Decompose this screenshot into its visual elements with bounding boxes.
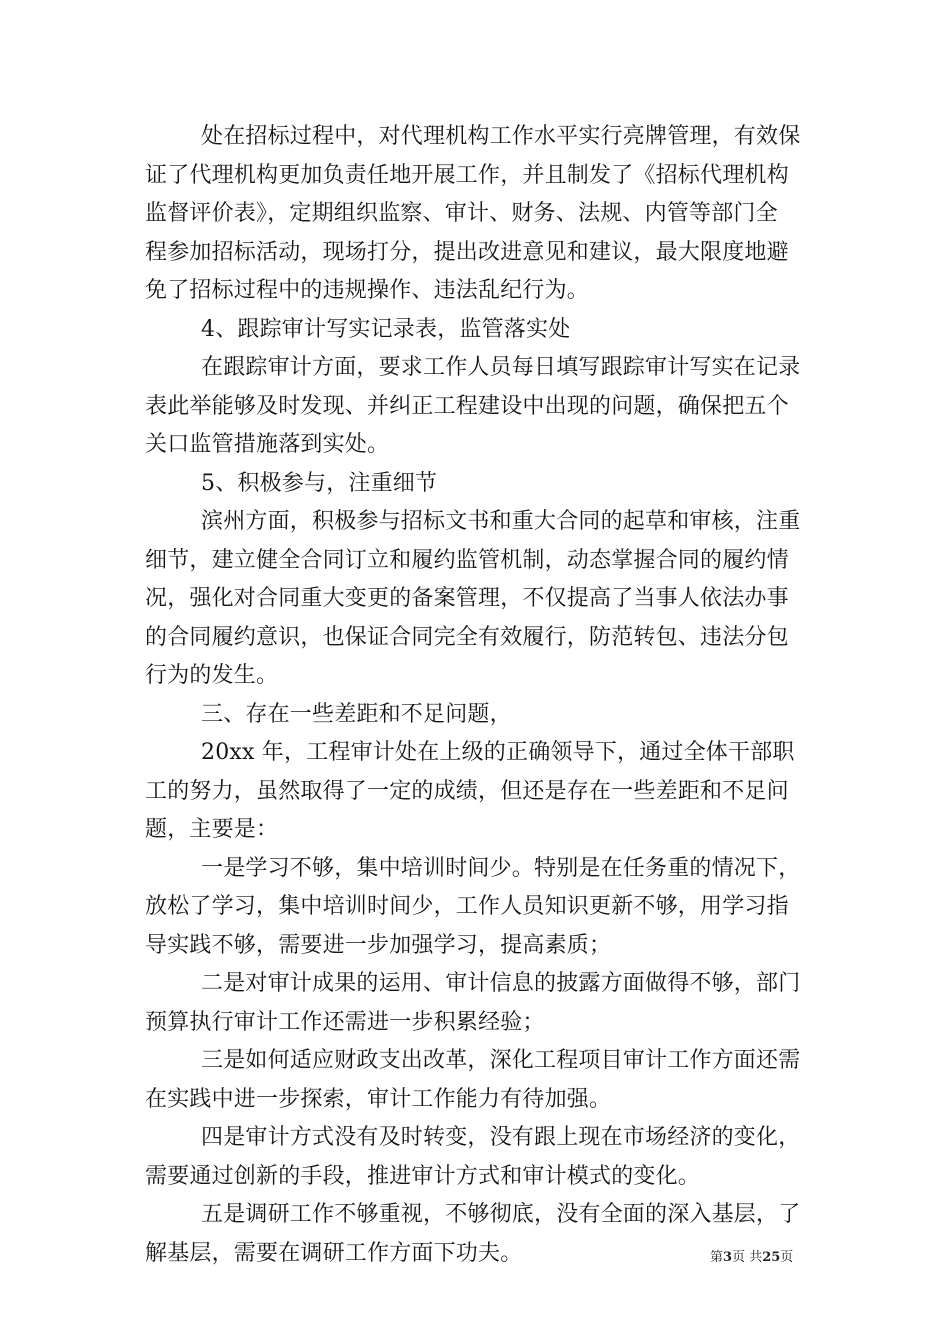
text-line: 一是学习不够，集中培训时间少。特别是在任务重的情况下， bbox=[201, 855, 801, 881]
text-line: 20xx 年，工程审计处在上级的正确领导下，通过全体干部职 bbox=[201, 740, 795, 765]
text-line: 三是如何适应财政支出改革，深化工程项目审计工作方面还需 bbox=[201, 1048, 801, 1073]
text-line: 免了招标过程中的违规操作、违法乱纪行为。 bbox=[145, 278, 590, 303]
footer-prefix: 第 bbox=[710, 1250, 724, 1265]
document-body bbox=[145, 118, 817, 1273]
text-line: 导实践不够，需要进一步加强学习，提高素质； bbox=[145, 932, 612, 958]
text-line: 在实践中进一步探索，审计工作能力有待加强。 bbox=[145, 1086, 612, 1112]
text-line: 四是审计方式没有及时转变，没有跟上现在市场经济的变化， bbox=[201, 1125, 801, 1150]
text-line: 解基层，需要在调研工作方面下功夫。 bbox=[145, 1240, 523, 1266]
text-line: 证了代理机构更加负责任地开展工作，并且制发了《招标代理机构 bbox=[145, 162, 789, 188]
text-line: 滨州方面，积极参与招标文书和重大合同的起草和审核，注重 bbox=[201, 509, 801, 534]
text-line: 行为的发生。 bbox=[145, 663, 279, 688]
text-line: 工的努力，虽然取得了一定的成绩，但还是存在一些差距和不足问 bbox=[145, 778, 789, 804]
text-line: 况，强化对合同重大变更的备案管理，不仅提高了当事人依法办事 bbox=[145, 586, 789, 611]
text-line: 三、存在一些差距和不足问题， bbox=[201, 701, 512, 727]
text-line: 关口监管措施落到实处。 bbox=[145, 432, 390, 457]
text-line: 细节，建立健全合同订立和履约监管机制，动态掌握合同的履约情 bbox=[145, 547, 789, 573]
text-line: 5、积极参与，注重细节 bbox=[201, 470, 438, 496]
text-line: 需要通过创新的手段，推进审计方式和审计模式的变化。 bbox=[145, 1163, 701, 1189]
text-line: 的合同履约意识，也保证合同完全有效履行，防范转包、违法分包 bbox=[145, 624, 789, 650]
text-line: 在跟踪审计方面，要求工作人员每日填写跟踪审计写实在记录 bbox=[201, 355, 801, 380]
footer-suffix: 页 bbox=[780, 1250, 794, 1265]
text-line: 4、跟踪审计写实记录表，监管落实处 bbox=[201, 316, 571, 342]
text-line: 处在招标过程中，对代理机构工作水平实行亮牌管理，有效保 bbox=[201, 124, 801, 149]
text-line: 放松了学习，集中培训时间少，工作人员知识更新不够，用学习指 bbox=[145, 894, 789, 919]
current-page-number: 3 bbox=[723, 1250, 733, 1265]
text-line: 五是调研工作不够重视，不够彻底，没有全面的深入基层，了 bbox=[201, 1202, 801, 1227]
text-line: 预算执行审计工作还需进一步积累经验； bbox=[145, 1009, 545, 1035]
text-line: 表此举能够及时发现、并纠正工程建设中出现的问题，确保把五个 bbox=[145, 393, 789, 419]
total-page-count: 25 bbox=[762, 1250, 781, 1265]
text-line: 监督评价表》，定期组织监察、审计、财务、法规、内管等部门全 bbox=[145, 201, 778, 226]
text-line: 题，主要是： bbox=[145, 817, 279, 842]
footer-middle: 页 共 bbox=[732, 1250, 763, 1265]
page-footer bbox=[710, 1246, 793, 1265]
text-line: 程参加招标活动，现场打分，提出改进意见和建议，最大限度地避 bbox=[145, 239, 789, 265]
text-line: 二是对审计成果的运用、审计信息的披露方面做得不够，部门 bbox=[201, 971, 801, 996]
